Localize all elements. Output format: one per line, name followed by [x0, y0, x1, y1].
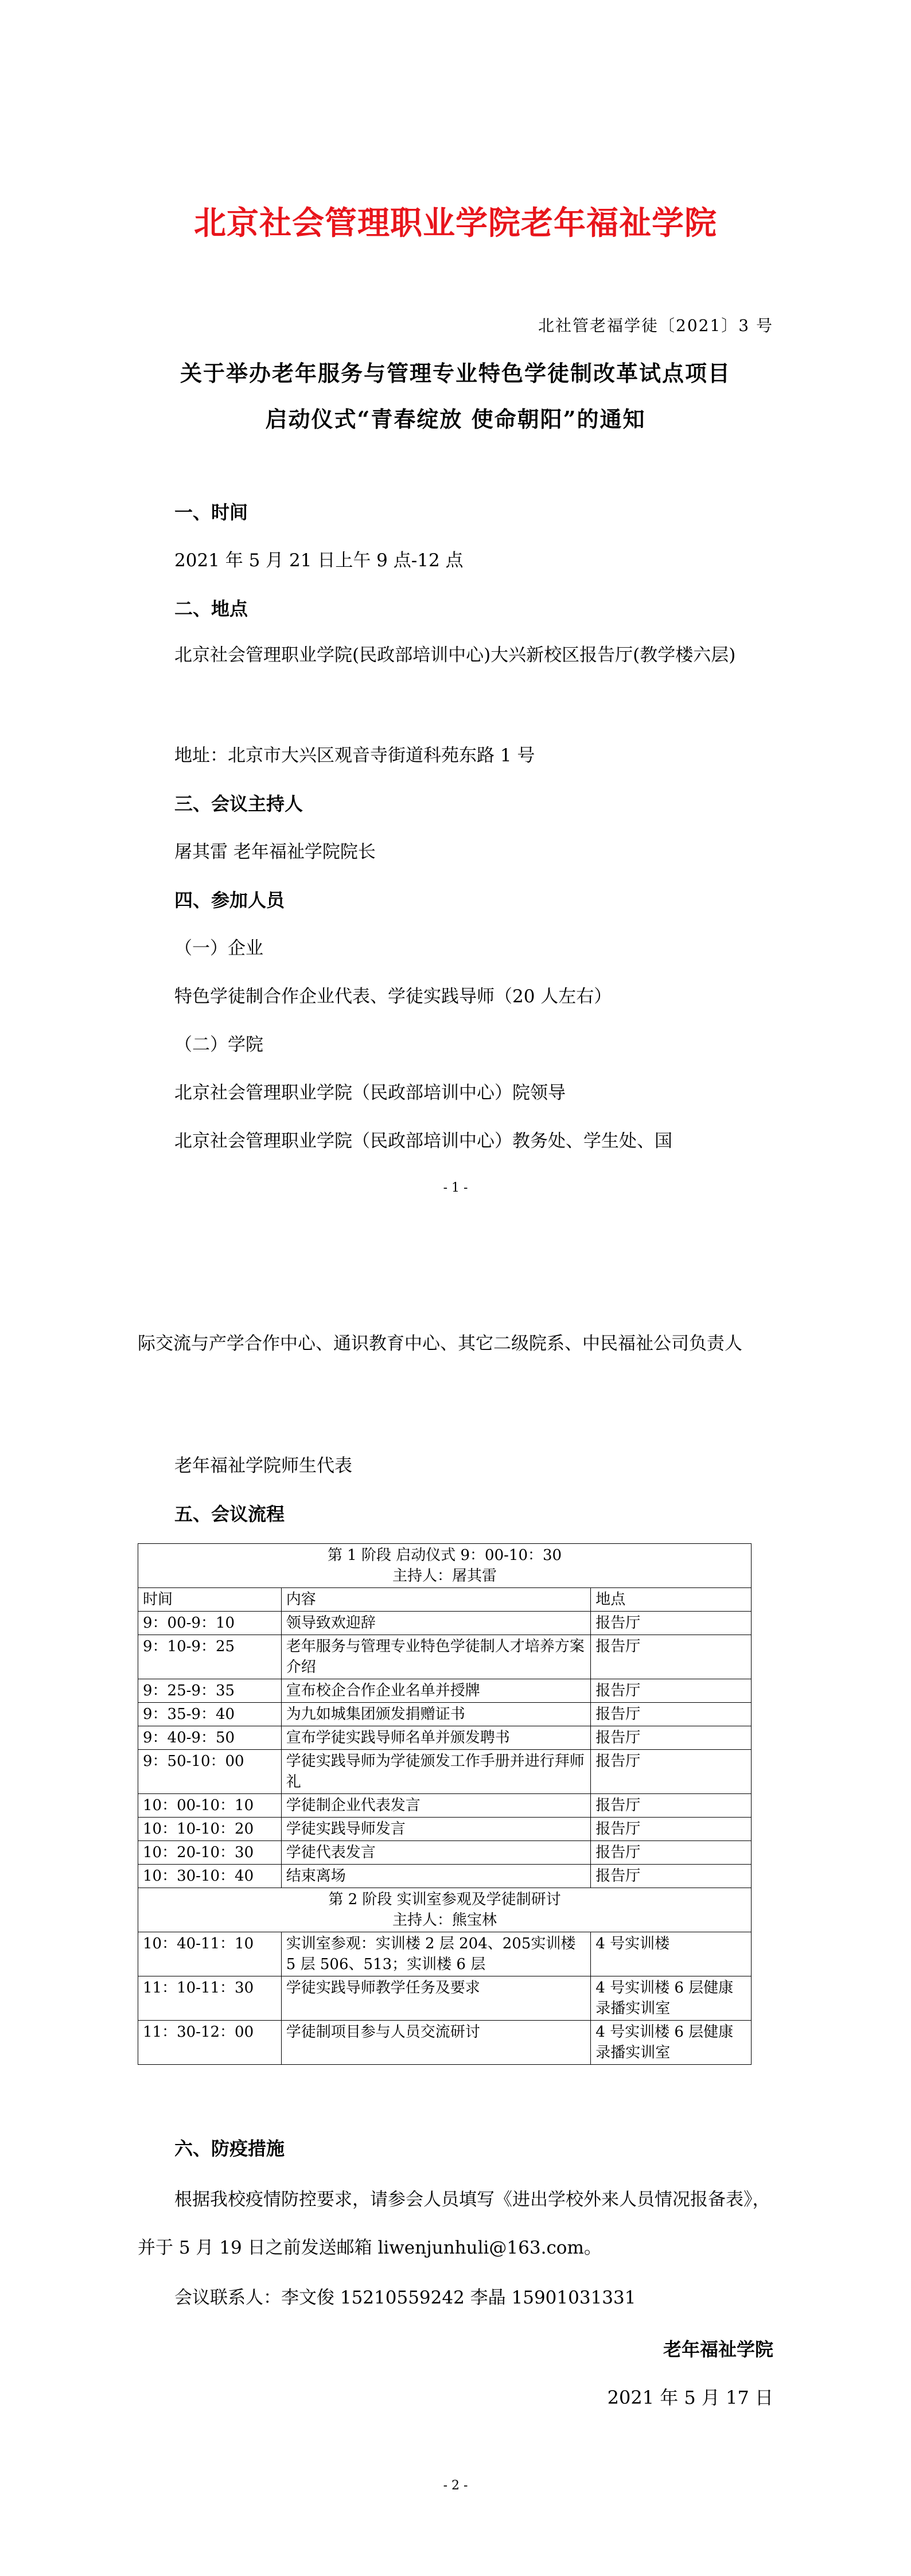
row-time: 10：10-10：20 [138, 1818, 282, 1841]
row-time: 9：35-9：40 [138, 1703, 282, 1726]
section-2-text: 北京社会管理职业学院(民政部培训中心)大兴新校区报告厅(教学楼六层) [174, 645, 736, 666]
row-time: 9：10-9：25 [138, 1635, 282, 1679]
row-location: 报告厅 [591, 1865, 752, 1888]
page-number-2: - 2 - [443, 2478, 468, 2493]
section-1-heading: 一、时间 [174, 501, 248, 523]
stage-2-title: 第 2 阶段 实训室参观及学徒制研讨 [328, 1891, 561, 1908]
row-location: 报告厅 [591, 1703, 752, 1726]
table-row [138, 1976, 752, 2021]
section-2-address: 地址：北京市大兴区观音寺街道科苑东路 1 号 [174, 745, 535, 766]
section-4-sub1-text: 特色学徒制合作企业代表、学徒实践导师（20 人左右） [174, 986, 612, 1007]
row-content: 老年服务与管理专业特色学徒制人才培养方案介绍 [281, 1635, 590, 1679]
section-4-sub2-text-2: 北京社会管理职业学院（民政部培训中心）教务处、学生处、国 [174, 1131, 672, 1151]
row-location: 4 号实训楼 6 层健康录播实训室 [591, 1976, 752, 2021]
section-1-text: 2021 年 5 月 21 日上午 9 点-12 点 [174, 550, 464, 571]
table-row [138, 1679, 752, 1703]
row-content: 领导致欢迎辞 [281, 1612, 590, 1635]
section-6-heading: 六、防疫措施 [174, 2138, 285, 2159]
contact-info: 会议联系人：李文俊 15210559242 李晶 15901031331 [174, 2287, 636, 2308]
row-location: 4 号实训楼 [591, 1932, 752, 1976]
row-content: 实训室参观：实训楼 2 层 204、205实训楼 5 层 506、513；实训楼 6 层 [281, 1932, 590, 1976]
row-time: 10：30-10：40 [138, 1865, 282, 1888]
issue-date: 2021 年 5 月 17 日 [607, 2387, 773, 2408]
row-time: 11：10-11：30 [138, 1976, 282, 2021]
stage-1-host: 主持人：屠其雷 [392, 1567, 497, 1585]
row-time: 10：20-10：30 [138, 1841, 282, 1865]
row-location: 报告厅 [591, 1726, 752, 1750]
table-row [138, 1818, 752, 1841]
table-row [138, 1612, 752, 1635]
table-header-row [138, 1588, 752, 1612]
row-location: 4 号实训楼 6 层健康录播实训室 [591, 2021, 752, 2065]
row-location: 报告厅 [591, 1794, 752, 1818]
header-location: 地点 [591, 1588, 752, 1612]
table-row [138, 1703, 752, 1726]
org-header: 北京社会管理职业学院老年福祉学院 [194, 205, 717, 242]
row-time: 10：00-10：10 [138, 1794, 282, 1818]
notice-title-line-2: 启动仪式“青春绽放 使命朝阳”的通知 [265, 406, 646, 432]
stage-1-title: 第 1 阶段 启动仪式 9：00-10：30 [327, 1547, 562, 1564]
section-2-heading: 二、地点 [174, 598, 248, 620]
row-location: 报告厅 [591, 1818, 752, 1841]
row-location: 报告厅 [591, 1679, 752, 1703]
row-time: 11：30-12：00 [138, 2021, 282, 2065]
page-number-1: - 1 - [443, 1181, 468, 1195]
row-content: 学徒制企业代表发言 [281, 1794, 590, 1818]
signature: 老年福祉学院 [663, 2338, 773, 2360]
row-location: 报告厅 [591, 1635, 752, 1679]
row-location: 报告厅 [591, 1841, 752, 1865]
section-3-heading: 三、会议主持人 [174, 793, 303, 815]
section-4-sub2: （二）学院 [174, 1034, 263, 1055]
notice-title-line-1: 关于举办老年服务与管理专业特色学徒制改革试点项目 [180, 360, 731, 386]
row-content: 学徒实践导师为学徒颁发工作手册并进行拜师礼 [281, 1750, 590, 1794]
row-location: 报告厅 [591, 1612, 752, 1635]
row-time: 9：25-9：35 [138, 1679, 282, 1703]
table-row [138, 1932, 752, 1976]
section-4-sub2-text-1: 北京社会管理职业学院（民政部培训中心）院领导 [174, 1083, 566, 1103]
table-row [138, 1841, 752, 1865]
row-content: 结束离场 [281, 1865, 590, 1888]
section-6-text: 根据我校疫情防控要求，请参会人员填写《进出学校外来人员情况报备表》，并于 5 月 19 日之前发送邮箱 liwenjunhuli@163.com。 [138, 2189, 770, 2258]
row-content: 为九如城集团颁发捐赠证书 [281, 1703, 590, 1726]
doc-number: 北社管老福学徒〔2021〕3 号 [538, 316, 773, 335]
continued-text: 际交流与产学合作中心、通识教育中心、其它二级院系、中民福祉公司负责人 [138, 1333, 742, 1354]
table-row [138, 1865, 752, 1888]
table-row [138, 2021, 752, 2065]
row-location: 报告厅 [591, 1750, 752, 1794]
row-time: 9：50-10：00 [138, 1750, 282, 1794]
document-page-1 [0, 0, 911, 1274]
stage-2-title-row [138, 1888, 752, 1932]
table-row [138, 1794, 752, 1818]
row-content: 学徒实践导师发言 [281, 1818, 590, 1841]
section-4-heading: 四、参加人员 [174, 889, 285, 911]
header-content: 内容 [281, 1588, 590, 1612]
row-time: 9：40-9：50 [138, 1726, 282, 1750]
stage-2-host: 主持人：熊宝林 [392, 1912, 497, 1929]
table-row [138, 1635, 752, 1679]
document-page-2 [0, 1274, 911, 2576]
row-content: 学徒实践导师教学任务及要求 [281, 1976, 590, 2021]
header-time: 时间 [138, 1588, 282, 1612]
row-content: 宣布校企合作企业名单并授牌 [281, 1679, 590, 1703]
section-4-sub2-text-3: 老年福祉学院师生代表 [174, 1456, 352, 1476]
agenda-table [138, 1543, 752, 2065]
table-row [138, 1750, 752, 1794]
section-3-text: 屠其雷 老年福祉学院院长 [174, 842, 376, 862]
table-row [138, 1726, 752, 1750]
section-5-heading: 五、会议流程 [174, 1503, 285, 1525]
row-content: 学徒制项目参与人员交流研讨 [281, 2021, 590, 2065]
section-4-sub1: （一）企业 [174, 938, 263, 959]
stage-1-title-row [138, 1544, 752, 1588]
row-content: 学徒代表发言 [281, 1841, 590, 1865]
row-time: 10：40-11：10 [138, 1932, 282, 1976]
row-time: 9：00-9：10 [138, 1612, 282, 1635]
row-content: 宣布学徒实践导师名单并颁发聘书 [281, 1726, 590, 1750]
